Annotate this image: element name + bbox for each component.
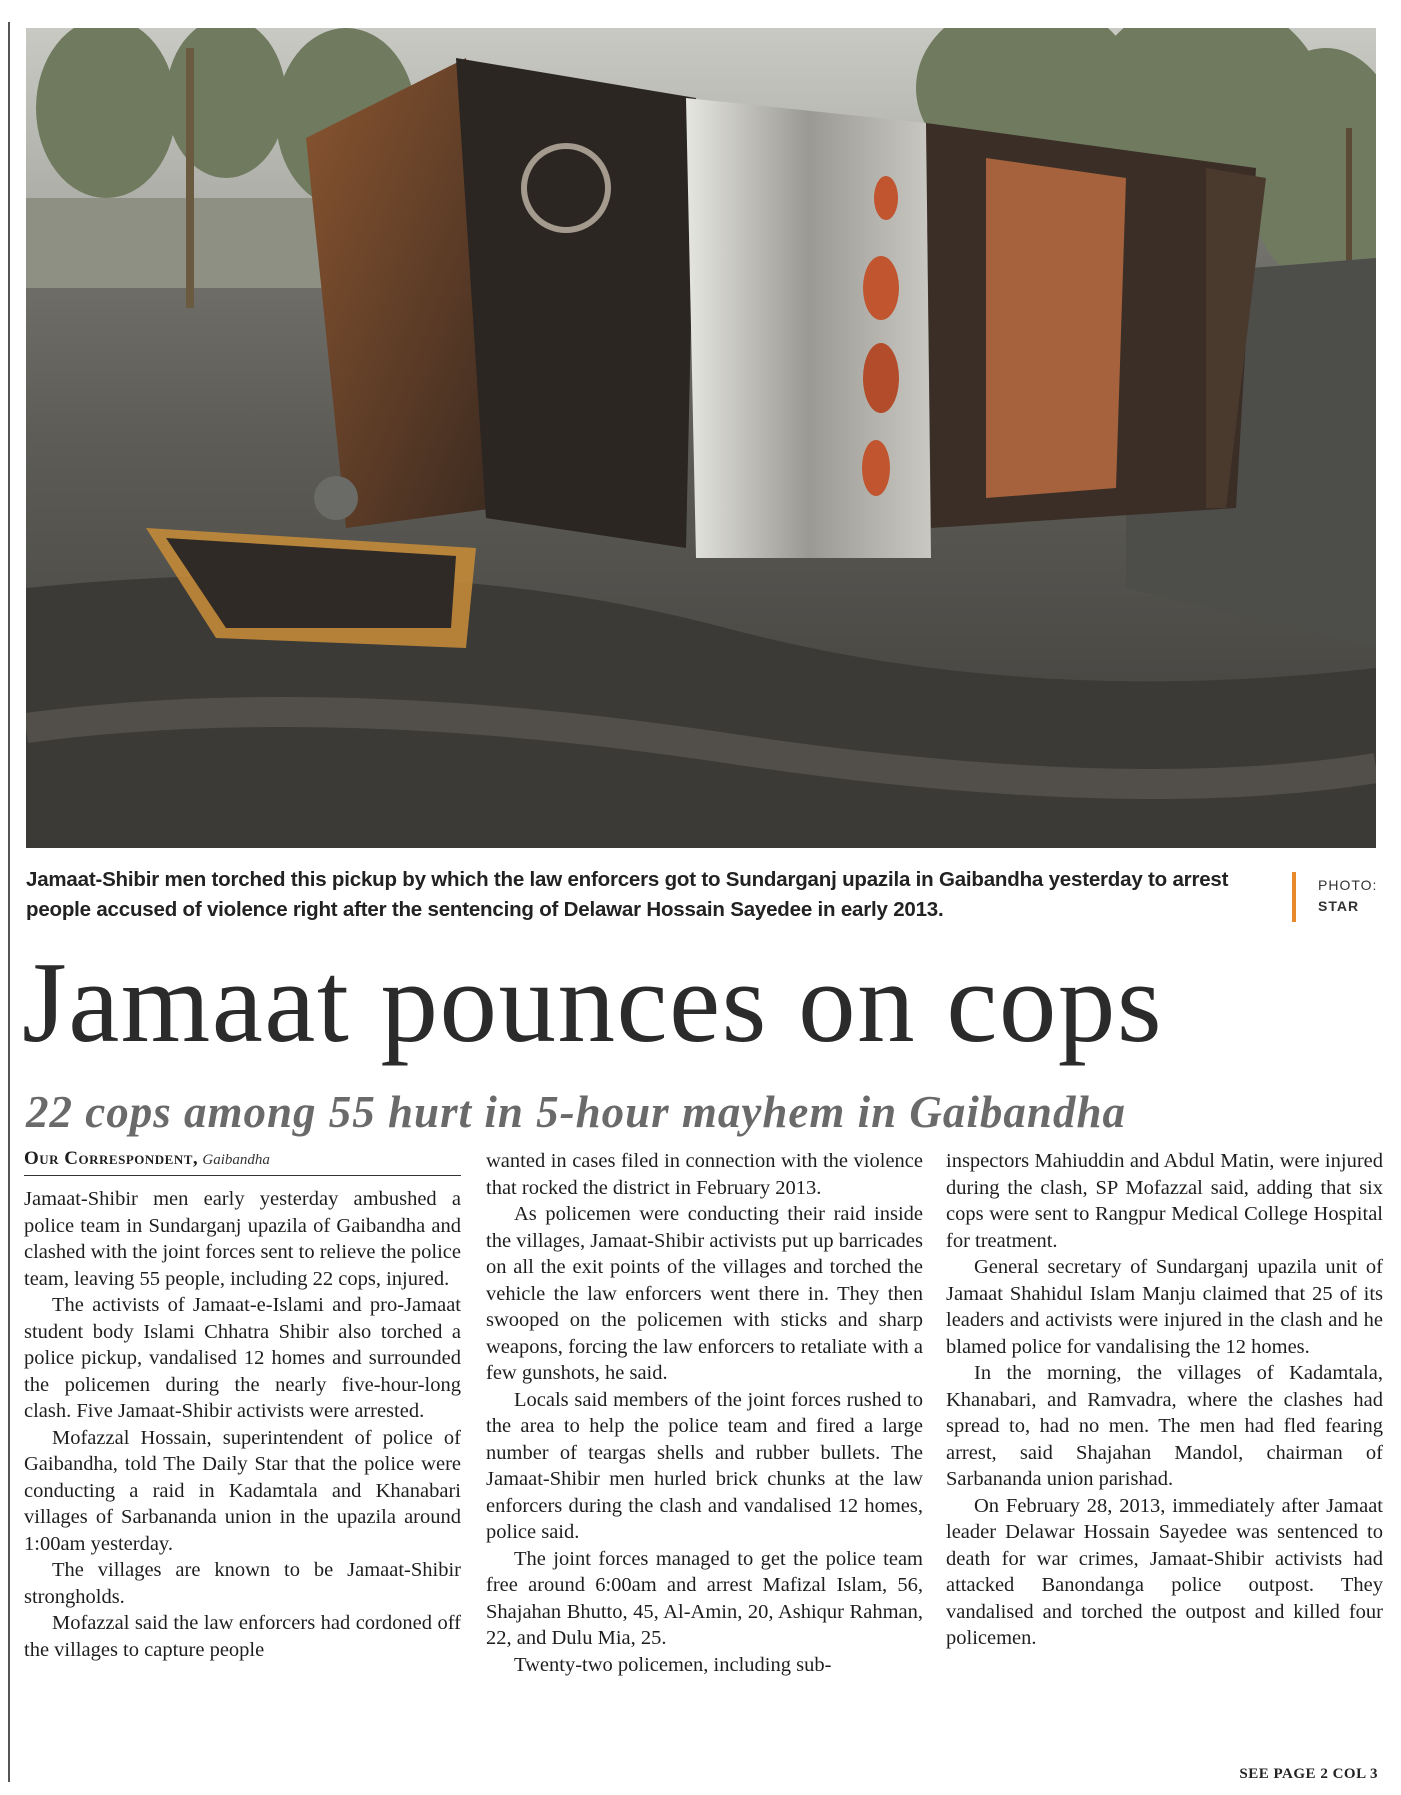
paragraph: Mofazzal Hossain, superintendent of police of Gaibandha, told The Daily Star that the police were conducting a raid in Kadamtala and Khanabari villages of Sarbananda union in the upazila around 1:00am yesterday. <box>24 1426 461 1555</box>
paragraph: wanted in cases filed in connection with the violence that rocked the district in February 2013. <box>486 1150 923 1199</box>
burned-pickup-photo <box>26 28 1376 848</box>
article-column-2 <box>486 1148 923 1678</box>
paragraph: Jamaat-Shibir men early yesterday ambushed a police team in Sundarganj upazila of Gaibandha and clashed with the joint forces sent to relieve the police team, leaving 55 people, including 22 cops, injured. <box>24 1188 461 1290</box>
paragraph: On February 28, 2013, immediately after Jamaat leader Delawar Hossain Sayedee was sentenced to death for war crimes, Jamaat-Shibir activists had attacked Banondanga police outpost. They vandalised and torched the outpost and killed four policemen. <box>946 1494 1383 1649</box>
byline-place: Gaibandha <box>202 1152 270 1168</box>
paragraph: In the morning, the villages of Kadamtala, Khanabari, and Ramvadra, where the clashes had spread to, had no men. The men had fled fearing arrest, said Shajahan Mandol, chairman of Sarbananda union parishad. <box>946 1362 1383 1490</box>
paragraph: The activists of Jamaat-e-Islami and pro-Jamaat student body Islami Chhatra Shibir also torched a police pickup, vandalised 12 homes and surrounded the policemen during the nearly five-hour-long clash. Five Jamaat-Shibir activists were arrested. <box>24 1294 461 1422</box>
paragraph: Twenty-two policemen, including sub- <box>514 1653 832 1676</box>
credit-accent-bar <box>1292 872 1296 922</box>
photo-caption: Jamaat-Shibir men torched this pickup by which the law enforcers got to Sundarganj upazila in Gaibandha yesterday to arrest people accused of violence right after the sentencing of Delawar Hossain Sayedee in early 2013. <box>26 868 1229 921</box>
margin-rule <box>8 22 10 1782</box>
photo-credit <box>1318 875 1388 917</box>
subheadline: 22 cops among 55 hurt in 5-hour mayhem in Gaibandha <box>26 1087 1126 1137</box>
paragraph: Mofazzal said the law enforcers had cordoned off the villages to capture people <box>24 1612 461 1661</box>
headline: Jamaat pounces on cops <box>22 939 1164 1066</box>
photo-credit-label: PHOTO: <box>1318 877 1378 893</box>
jump-reference[interactable]: SEE PAGE 2 COL 3 <box>1239 1766 1378 1782</box>
byline <box>24 1148 461 1176</box>
paragraph: As policemen were conducting their raid inside the villages, Jamaat-Shibir activists put up barricades on all the exit points of the villages and torched the vehicle the law enforcers went there in. They then swooped on the policemen with sticks and sharp weapons, forcing the law enforcers to retaliate with a few gunshots, he said. <box>486 1203 923 1384</box>
burned-pickup-photo-icon <box>26 28 1376 848</box>
paragraph: Locals said members of the joint forces rushed to the area to help the police team and fired a large number of teargas shells and rubber bullets. The Jamaat-Shibir men hurled brick chunks at the law enforcers during the clash and vandalised 12 homes, police said. <box>486 1388 923 1543</box>
paragraph: General secretary of Sundarganj upazila unit of Jamaat Shahidul Islam Manju claimed that 25 of its leaders and activists were injured in the clash and he blamed police for vandalising the 12 homes. <box>946 1256 1383 1358</box>
article-column-1 <box>24 1148 461 1663</box>
byline-name: Our Correspondent, <box>24 1148 199 1169</box>
article-column-3 <box>946 1148 1383 1652</box>
paragraph: The joint forces managed to get the police team free around 6:00am and arrest Mafizal Islam, 56, Shajahan Bhutto, 45, Al-Amin, 20, Ashiqur Rahman, 22, and Dulu Mia, 25. <box>486 1547 923 1649</box>
photo-credit-source: STAR <box>1318 898 1360 914</box>
paragraph: inspectors Mahiuddin and Abdul Matin, were injured during the clash, SP Mofazzal said, adding that six cops were sent to Rangpur Medical College Hospital for treatment. <box>946 1150 1383 1252</box>
paragraph: The villages are known to be Jamaat-Shibir strongholds. <box>24 1559 461 1608</box>
